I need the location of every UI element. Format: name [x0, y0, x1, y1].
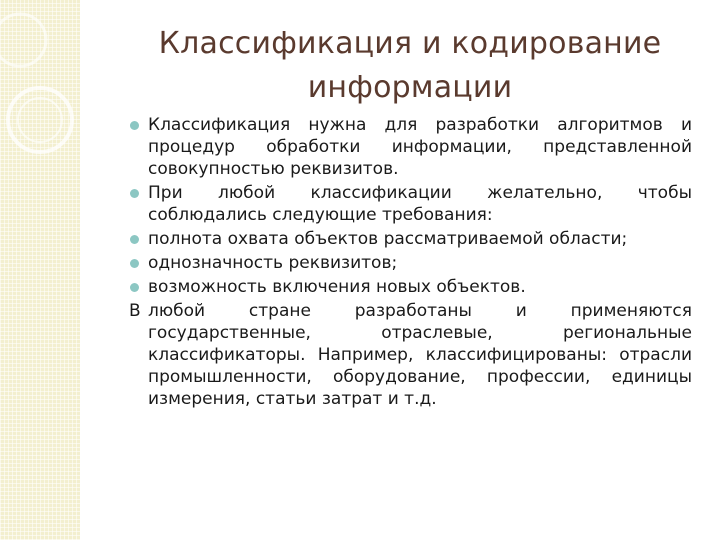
bullet-text: полнота охвата объектов рассматриваемой области;	[148, 229, 628, 249]
bullet-dot-icon	[130, 259, 139, 268]
paragraph-lead: В	[129, 301, 141, 321]
bullet-dot-icon	[130, 189, 139, 198]
bullet-text: При любой классификации желательно, чтобы соблюдались следующие требования:	[148, 183, 692, 225]
bullet-item	[130, 252, 692, 274]
slide-title	[130, 22, 690, 110]
bullet-text: возможность включения новых объектов.	[148, 277, 526, 297]
slide-body	[130, 114, 692, 410]
bullet-text: Классификация нужна для разработки алгоритмов и процедур обработки информации, представленной совокупностью реквизитов.	[148, 115, 692, 179]
bullet-dot-icon	[130, 235, 139, 244]
slide-title-line-1: Классификация и кодирование	[158, 26, 662, 61]
bullet-item	[130, 276, 692, 298]
bullet-item	[130, 228, 692, 250]
bullet-dot-icon	[130, 283, 139, 292]
slide-title-line-2: информации	[307, 70, 513, 105]
bullet-text: однозначность реквизитов;	[148, 253, 398, 273]
decorative-circles	[0, 0, 80, 540]
bullet-item	[130, 182, 692, 226]
paragraph-text: любой стране разработаны и применяются государственные, отраслевые, региональные классификаторы. Например, классифицированы: отрасли промышленности, оборудование, профессии, единицы измерения, статьи затрат и т.д.	[148, 301, 692, 409]
decorative-side-band	[0, 0, 80, 540]
bullet-item	[130, 114, 692, 180]
bullet-dot-icon	[130, 121, 139, 130]
paragraph	[130, 300, 692, 410]
